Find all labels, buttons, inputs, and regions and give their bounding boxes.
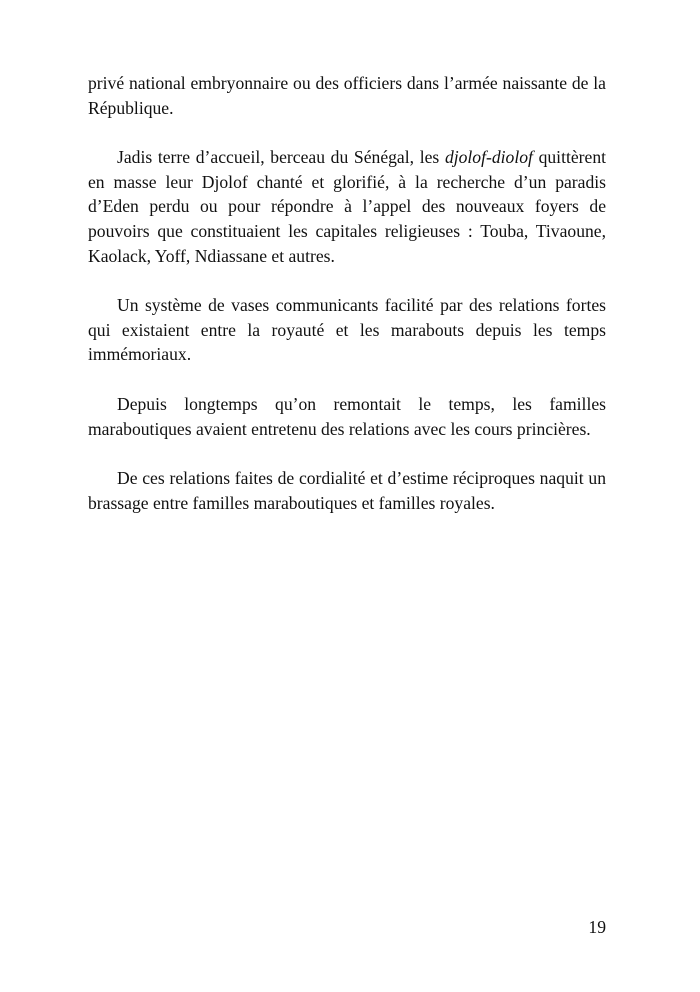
paragraph-text-before-italic: Jadis terre d’accueil, berceau du Sénégal, les — [117, 147, 445, 168]
paragraph-continuation: privé national embryonnaire ou des officiers dans l’armée naissante de la République. — [88, 73, 606, 118]
paragraph-djolof-migration — [88, 145, 606, 268]
paragraph-cordial-relations: De ces relations faites de cordialité et d’estime réciproques naquit un brassage entre familles maraboutiques et familles royales. — [88, 468, 606, 513]
paragraph-maraboutic-families: Depuis longtemps qu’on remontait le temps, les familles maraboutiques avaient entretenu des relations avec les cours princières. — [88, 393, 606, 439]
paragraph-text-after-italic: quittèrent en masse leur Djolof chanté et glorifié, à la recherche d’un paradis d’Eden perdu ou pour répondre à l’appel des nouveaux foyers de pouvoirs que constituaient les capitales religieuses : Touba, Tivaoune, Kaolack, Yoff, Ndiassane et autres. — [88, 147, 607, 266]
paragraph-communicating-vessels: Un système de vases communicants facilité par des relations fortes qui existaient entre la royauté et les marabouts depuis les temps immémoriaux. — [88, 295, 606, 365]
page-number: 19 — [588, 917, 606, 937]
italic-term: djolof-diolof — [444, 147, 533, 168]
body-text — [88, 71, 606, 515]
